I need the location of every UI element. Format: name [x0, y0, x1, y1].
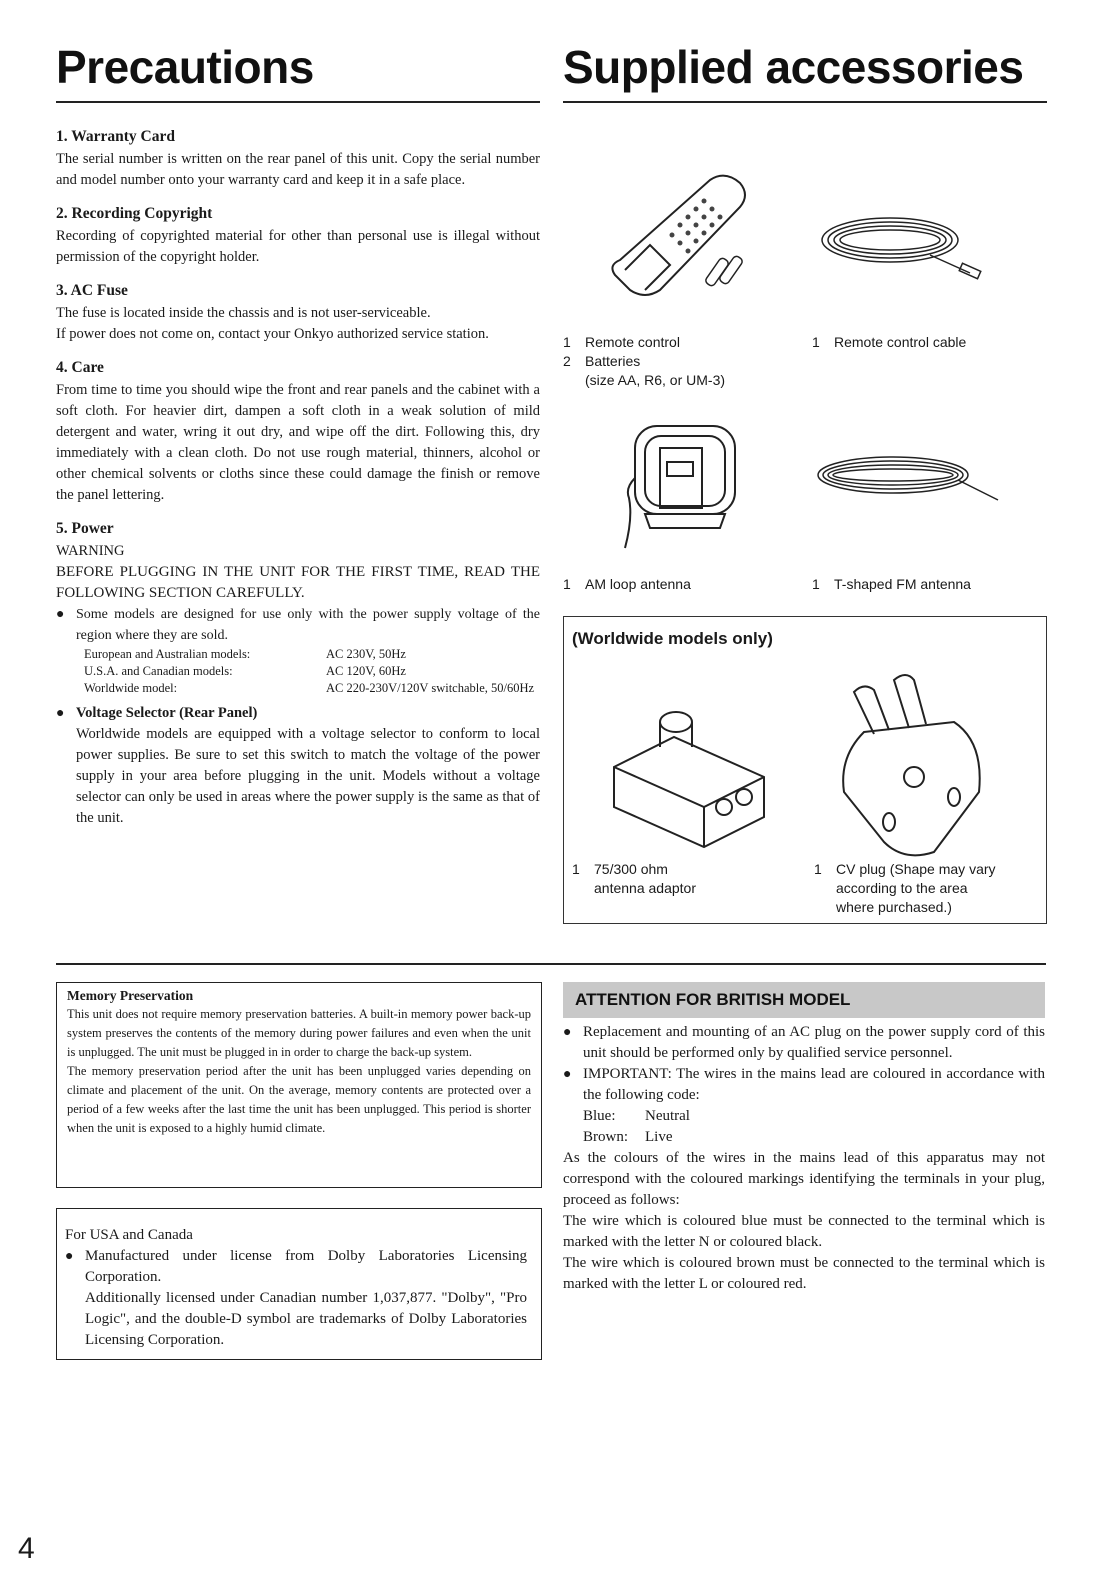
voltage-selector-text: Worldwide models are equipped with a voltage selector to conform to local power supplies. Be sure to set this switch to match the voltage of the power supply in your area before plugging in the unit. Models without a voltage selector can only be used in areas where the power supply is the same as that of the unit. — [76, 726, 540, 826]
batteries-size-label: (size AA, R6, or UM-3) — [585, 372, 726, 388]
voltage-row — [84, 680, 536, 697]
usa-bullet — [65, 1246, 527, 1351]
power-bullet-2 — [56, 703, 540, 829]
remote-control-cable-icon — [810, 195, 990, 295]
power-bullet-1 — [56, 604, 540, 646]
british-bullet-1-text: Replacement and mounting of an AC plug on the power supply cord of this unit should be performed only by qualified service personnel. — [583, 1024, 1045, 1061]
am-loop-antenna-label: AM loop antenna — [585, 576, 691, 592]
voltage-row — [84, 646, 536, 663]
section-divider — [56, 963, 1046, 965]
batteries-label: Batteries — [585, 353, 641, 369]
voltage-table — [84, 646, 536, 697]
power-heading: 5. Power — [56, 520, 114, 537]
british-para-1: As the colours of the wires in the mains lead of this apparatus may not correspond with the coloured markings identifying the terminals in your plug, proceed as follows: — [563, 1150, 1045, 1208]
power-warning: WARNING — [56, 543, 125, 559]
care-text: From time to time you should wipe the front and rear panels and the cabinet with a soft cloth. For heavier dirt, dampen a soft cloth in a weak solution of mild detergent and water, wring it out dry, and wipe off the dirt. Following this, dry immediately with a clean cloth. Do not use rough material, thinners, alcohol or other chemical solvents or cloths since these could damage the finish or remove the panel lettering. — [56, 382, 540, 503]
power-section — [56, 520, 540, 829]
warranty-text: The serial number is written on the rear panel of this unit. Copy the serial number and model number onto your warranty card and keep it in a safe place. — [56, 151, 540, 188]
remote-cable-label: Remote control cable — [834, 334, 967, 350]
title-rule-right — [563, 101, 1047, 103]
plug-caption: 1 CV plug (Shape may vary according to the area where purchased.) — [814, 861, 996, 915]
precautions-title: Precautions — [56, 41, 314, 93]
fuse-heading: 3. AC Fuse — [56, 282, 128, 299]
british-bullet-2-text: IMPORTANT: The wires in the mains lead are coloured in accordance with the following code: — [583, 1066, 1045, 1103]
fuse-section — [56, 282, 540, 345]
care-section — [56, 359, 540, 506]
adaptor-caption: 1 75/300 ohm antenna adaptor — [572, 861, 696, 896]
accessories-title: Supplied accessories — [563, 41, 1024, 93]
british-para-3: The wire which is coloured brown must be connected to the terminal which is marked with the letter L or coloured red. — [563, 1255, 1045, 1292]
bullet-icon: ● — [56, 607, 65, 622]
bullet-icon: ● — [56, 706, 65, 721]
memory-title: Memory Preservation — [67, 988, 194, 1003]
wire-code-blue: Blue: Neutral — [583, 1108, 690, 1124]
fuse-text: The fuse is located inside the chassis and is not user-serviceable. — [56, 305, 431, 321]
remote-control-icon — [600, 165, 760, 305]
british-bullet-1 — [563, 1022, 1045, 1064]
accessory-cable-caption: 1 Remote control cable — [812, 334, 967, 350]
adaptor-label-1: 75/300 ohm — [594, 861, 668, 877]
british-para-2: The wire which is coloured blue must be connected to the terminal which is marked with the letter N or coloured black. — [563, 1213, 1045, 1250]
usa-license-text: Additionally licensed under Canadian number 1,037,877. "Dolby", "Pro Logic", and the double-D symbol are trademarks of Dolby Laboratories Licensing Corporation. — [85, 1290, 527, 1348]
worldwide-models-box — [563, 616, 1047, 924]
adaptor-label-2: antenna adaptor — [594, 880, 696, 896]
usa-title: For USA and Canada — [65, 1227, 193, 1243]
warranty-section — [56, 128, 540, 191]
usa-canada-box — [56, 1208, 542, 1360]
voltage-model: European and Australian models: — [84, 647, 251, 661]
copyright-text: Recording of copyrighted material for other than personal use is illegal without permission of the copyright holder. — [56, 228, 540, 265]
am-loop-antenna-icon — [615, 418, 755, 553]
voltage-selector-heading: Voltage Selector (Rear Panel) — [76, 705, 258, 721]
voltage-model: U.S.A. and Canadian models: — [84, 664, 233, 678]
usa-bullet-text: Manufactured under license from Dolby Laboratories Licensing Corporation. — [85, 1248, 527, 1285]
remote-control-label: Remote control — [585, 334, 680, 350]
voltage-value: AC 220-230V/120V switchable, 50/60Hz — [326, 681, 535, 695]
bullet-icon: ● — [563, 1025, 572, 1040]
voltage-value: AC 230V, 50Hz — [326, 647, 406, 661]
british-model-section — [563, 1022, 1045, 1295]
fm-antenna-label: T-shaped FM antenna — [834, 576, 971, 592]
accessory-fm-caption: 1 T-shaped FM antenna — [812, 576, 971, 592]
page-number: 4 — [18, 1532, 35, 1565]
fm-antenna-icon — [808, 440, 1008, 520]
cv-plug-icon — [814, 662, 1004, 872]
accessory-am-caption: 1 AM loop antenna — [563, 576, 691, 592]
memory-preservation-box — [56, 982, 542, 1188]
wire-code-brown: Brown: Live — [583, 1129, 673, 1145]
bullet-icon: ● — [65, 1249, 74, 1264]
power-warning-text: BEFORE PLUGGING IN THE UNIT FOR THE FIRST TIME, READ THE FOLLOWING SECTION CAREFULLY. — [56, 564, 540, 601]
antenna-adaptor-icon — [594, 677, 784, 857]
copyright-heading: 2. Recording Copyright — [56, 205, 213, 222]
memory-text-1: This unit does not require memory preservation batteries. A built-in memory power back-up system preserves the contents of the memory during power failures and even when the unit is unplugged. The unit must be plugged in in order to charge the back-up system. — [67, 1007, 531, 1059]
british-model-banner: ATTENTION FOR BRITISH MODEL — [563, 982, 1045, 1018]
bullet-icon: ● — [563, 1067, 572, 1082]
voltage-model: Worldwide model: — [84, 681, 178, 695]
copyright-section — [56, 205, 540, 268]
care-heading: 4. Care — [56, 359, 104, 376]
plug-label-2: according to the area — [836, 880, 968, 896]
precautions-column — [56, 128, 540, 829]
plug-label-3: where purchased.) — [836, 899, 952, 915]
accessory-remote-caption: 1 Remote control 2 Batteries (size AA, R6, or UM-3) — [563, 334, 726, 388]
title-rule-left — [56, 101, 540, 103]
worldwide-models-title: (Worldwide models only) — [572, 629, 773, 648]
power-bullet-1-text: Some models are designed for use only with the power supply voltage of the region where they are sold. — [76, 607, 540, 643]
british-bullet-2 — [563, 1064, 1045, 1148]
memory-text-2: The memory preservation period after the unit has been unplugged varies depending on climate and placement of the unit. On the average, memory contents are protected over a period of a few weeks after the last time the unit has been unplugged. This period is shorter when the unit is exposed to a highly humid climate. — [67, 1064, 531, 1135]
voltage-value: AC 120V, 60Hz — [326, 664, 406, 678]
warranty-heading: 1. Warranty Card — [56, 128, 175, 145]
fuse-text-2: If power does not come on, contact your Onkyo authorized service station. — [56, 326, 489, 342]
plug-label-1: CV plug (Shape may vary — [836, 861, 996, 877]
voltage-row — [84, 663, 536, 680]
